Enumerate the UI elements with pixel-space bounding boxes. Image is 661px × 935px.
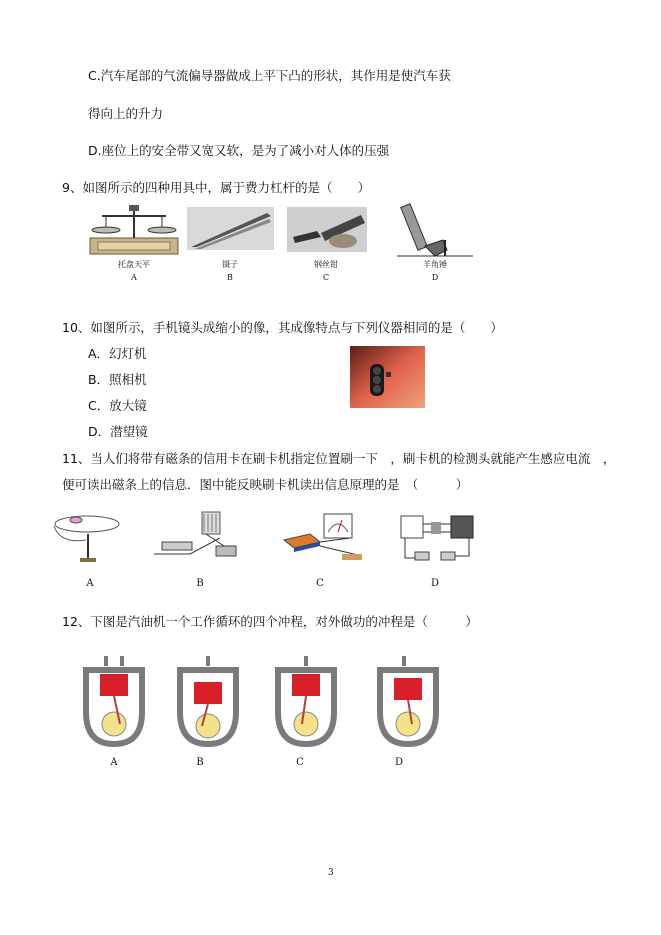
q9-caption-d: 羊角锤 <box>423 260 447 269</box>
q9-letter-d: D <box>431 273 439 282</box>
page-number: 3 <box>328 868 334 878</box>
q11-figure-c <box>280 508 366 568</box>
q8-option-c-line2: 得向上的升力 <box>88 106 164 121</box>
q9-letter-c: C <box>322 273 330 282</box>
q11-letter-c: C <box>316 578 324 589</box>
q9-caption-b: 镊子 <box>222 260 238 269</box>
q11-letter-d: D <box>430 578 440 589</box>
q10-option-c: C．放大镜 <box>88 398 147 413</box>
claw-hammer-figure <box>395 200 475 260</box>
q9-caption-c: 钢丝钳 <box>314 260 338 269</box>
q10-option-a: A．幻灯机 <box>88 346 147 361</box>
q9-stem: 9、如图所示的四种用具中，属于费力杠杆的是（ ） <box>62 180 370 195</box>
q11-figure-a <box>50 510 124 565</box>
q11-letter-a: A <box>86 578 94 589</box>
q12-letter-c: C <box>296 757 304 768</box>
q10-stem: 10、如图所示，手机镜头成缩小的像，其成像特点与下列仪器相同的是（ ） <box>62 320 503 335</box>
engine-stroke-a <box>80 652 148 748</box>
pliers-figure <box>287 207 367 252</box>
q12-stem: 12、下图是汽油机一个工作循环的四个冲程，对外做功的冲程是（ ） <box>62 614 478 629</box>
phone-camera-photo <box>350 346 425 408</box>
q8-option-d: D.座位上的安全带又宽又软，是为了减小对人体的压强 <box>88 143 390 158</box>
q9-letter-a: A <box>131 273 137 282</box>
q10-option-d: D．潜望镜 <box>88 424 148 439</box>
engine-stroke-d <box>374 652 442 748</box>
q12-letter-a: A <box>110 757 118 768</box>
q11-figure-b <box>150 508 240 568</box>
q12-letter-b: B <box>196 757 204 768</box>
q11-letter-b: B <box>196 578 204 589</box>
engine-stroke-c <box>272 652 340 748</box>
q9-letter-b: B <box>227 273 233 282</box>
q11-figure-d <box>395 510 479 570</box>
q12-letter-d: D <box>394 757 404 768</box>
q8-option-c-line1: C.汽车尾部的气流偏导器做成上平下凸的形状，其作用是使汽车获 <box>88 68 451 83</box>
tweezers-figure <box>187 207 274 250</box>
q11-stem-line1: 11、当人们将带有磁条的信用卡在刷卡机指定位置刷一下 ，刷卡机的检测头就能产生感应电流 ， <box>62 451 616 466</box>
balance-scale-figure <box>88 200 180 256</box>
q10-option-b: B．照相机 <box>88 372 147 387</box>
engine-stroke-b <box>174 652 242 748</box>
q9-caption-a: 托盘天平 <box>118 260 150 269</box>
q11-stem-line2: 便可读出磁条上的信息．图中能反映刷卡机读出信息原理的是 （ ） <box>62 477 469 492</box>
